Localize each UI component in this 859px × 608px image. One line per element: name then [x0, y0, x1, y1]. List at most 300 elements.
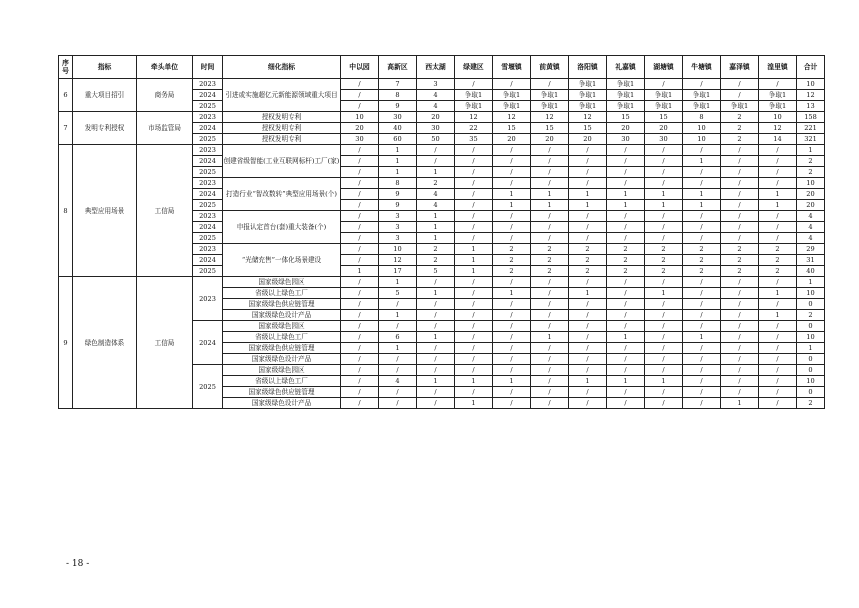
row-value: 1 — [569, 288, 607, 299]
row-value: / — [493, 321, 531, 332]
row-value: / — [455, 343, 493, 354]
row-total: 10 — [797, 376, 825, 387]
row-value: / — [341, 387, 379, 398]
row-value: / — [721, 277, 759, 288]
row-value: 1 — [379, 310, 417, 321]
row-value: 争取1 — [493, 90, 531, 101]
page-number: - 18 - — [66, 559, 90, 569]
row-value: / — [759, 321, 797, 332]
row-detail: 国家级绿色设计产品 — [223, 354, 341, 365]
row-value: / — [531, 79, 569, 90]
row-value: 9 — [379, 189, 417, 200]
row-value: / — [759, 211, 797, 222]
row-value: 30 — [341, 134, 379, 145]
row-value: / — [759, 178, 797, 189]
row-value: / — [569, 387, 607, 398]
header-indicator: 指标 — [73, 56, 137, 79]
row-value: 争取1 — [759, 90, 797, 101]
row-value: / — [683, 321, 721, 332]
row-value: / — [607, 222, 645, 233]
row-value: / — [341, 244, 379, 255]
row-value: 1 — [683, 189, 721, 200]
row-value: / — [493, 79, 531, 90]
row-value: / — [645, 233, 683, 244]
row-detail: 国家级绿色设计产品 — [223, 310, 341, 321]
row-value: 2 — [721, 134, 759, 145]
row-value: / — [531, 145, 569, 156]
row-value: 15 — [645, 112, 683, 123]
row-value: / — [759, 79, 797, 90]
table-header-row — [59, 56, 825, 79]
row-value: / — [455, 299, 493, 310]
row-value: / — [569, 167, 607, 178]
table-row — [59, 112, 825, 123]
row-value: / — [721, 178, 759, 189]
row-value: 1 — [607, 332, 645, 343]
row-value: / — [455, 288, 493, 299]
indicator-table — [58, 55, 825, 409]
row-time: 2023 — [193, 112, 223, 123]
row-value: 8 — [683, 112, 721, 123]
row-value: 30 — [379, 112, 417, 123]
row-value: / — [607, 156, 645, 167]
row-value: / — [759, 156, 797, 167]
row-value: / — [683, 299, 721, 310]
row-value: 2 — [721, 266, 759, 277]
row-value: / — [759, 354, 797, 365]
row-value: 2 — [759, 244, 797, 255]
row-value: 2 — [721, 112, 759, 123]
row-value: / — [455, 222, 493, 233]
row-value: / — [569, 277, 607, 288]
row-value: / — [607, 310, 645, 321]
row-value: 1 — [417, 211, 455, 222]
row-total: 10 — [797, 332, 825, 343]
row-value: 1 — [417, 167, 455, 178]
row-value: 1 — [493, 200, 531, 211]
row-value: 15 — [531, 123, 569, 134]
row-value: 2 — [569, 266, 607, 277]
row-value: 9 — [379, 101, 417, 112]
row-detail: 国家级绿色设计产品 — [223, 398, 341, 409]
row-value: / — [721, 156, 759, 167]
row-value: 1 — [379, 156, 417, 167]
row-index: 6 — [59, 79, 73, 112]
row-time: 2023 — [193, 244, 223, 255]
row-lead-unit: 工信局 — [137, 277, 193, 409]
row-value: 10 — [341, 112, 379, 123]
row-value: / — [531, 299, 569, 310]
row-value: 4 — [417, 200, 455, 211]
row-value: / — [645, 145, 683, 156]
row-value: 12 — [759, 123, 797, 134]
row-total: 29 — [797, 244, 825, 255]
row-value: 1 — [683, 156, 721, 167]
row-indicator: 重大项目招引 — [73, 79, 137, 112]
row-value: / — [721, 189, 759, 200]
row-value: / — [455, 365, 493, 376]
row-value: 30 — [417, 123, 455, 134]
row-value: 2 — [721, 255, 759, 266]
row-value: 12 — [569, 112, 607, 123]
row-value: / — [721, 145, 759, 156]
row-value: / — [645, 332, 683, 343]
row-value: / — [493, 343, 531, 354]
table-row — [59, 79, 825, 90]
row-value: / — [493, 178, 531, 189]
row-detail: 授权发明专利 — [223, 134, 341, 145]
row-value: 争取1 — [645, 90, 683, 101]
row-value: / — [417, 156, 455, 167]
row-value: / — [645, 178, 683, 189]
row-value: / — [531, 310, 569, 321]
row-value: / — [379, 398, 417, 409]
row-value: / — [417, 398, 455, 409]
row-detail: 国家级绿色供应链管理 — [223, 343, 341, 354]
row-value: 2 — [683, 266, 721, 277]
row-value: / — [341, 178, 379, 189]
row-value: 9 — [379, 200, 417, 211]
row-time: 2025 — [193, 266, 223, 277]
row-value: 1 — [569, 200, 607, 211]
row-value: / — [341, 90, 379, 101]
header-region: 高新区 — [379, 56, 417, 79]
row-value: 14 — [759, 134, 797, 145]
row-value: 1 — [493, 288, 531, 299]
row-value: 1 — [379, 277, 417, 288]
row-value: / — [341, 376, 379, 387]
row-value: / — [341, 101, 379, 112]
row-total: 20 — [797, 189, 825, 200]
row-time: 2024 — [193, 255, 223, 266]
row-value: 2 — [683, 255, 721, 266]
row-value: / — [683, 376, 721, 387]
row-total: 2 — [797, 156, 825, 167]
header-region: 牛塘镇 — [683, 56, 721, 79]
row-total: 1 — [797, 277, 825, 288]
row-value: / — [721, 167, 759, 178]
row-value: 1 — [645, 376, 683, 387]
row-value: 2 — [607, 266, 645, 277]
row-value: / — [721, 211, 759, 222]
row-value: / — [759, 343, 797, 354]
row-value: / — [531, 222, 569, 233]
row-value: 1 — [607, 189, 645, 200]
row-value: / — [607, 277, 645, 288]
row-value: / — [683, 398, 721, 409]
row-value: / — [721, 288, 759, 299]
row-detail: 省级以上绿色工厂 — [223, 376, 341, 387]
row-value: / — [645, 398, 683, 409]
row-value: / — [455, 387, 493, 398]
row-value: 2 — [493, 244, 531, 255]
row-value: / — [493, 310, 531, 321]
row-value: / — [417, 365, 455, 376]
row-value: / — [683, 167, 721, 178]
row-value: 3 — [379, 233, 417, 244]
row-time: 2024 — [193, 321, 223, 365]
row-value: 30 — [607, 134, 645, 145]
row-value: 2 — [645, 255, 683, 266]
row-value: / — [417, 354, 455, 365]
row-value: 10 — [759, 112, 797, 123]
row-value: 20 — [341, 123, 379, 134]
row-value: / — [379, 387, 417, 398]
row-value: / — [341, 167, 379, 178]
row-value: / — [759, 233, 797, 244]
row-detail: 国家级绿色园区 — [223, 321, 341, 332]
row-value: 争取1 — [569, 79, 607, 90]
row-value: 2 — [417, 244, 455, 255]
row-total: 0 — [797, 365, 825, 376]
row-value: / — [341, 189, 379, 200]
row-value: / — [607, 167, 645, 178]
row-value: / — [341, 222, 379, 233]
row-value: 争取1 — [569, 90, 607, 101]
row-value: / — [607, 398, 645, 409]
row-value: 1 — [759, 310, 797, 321]
row-value: / — [759, 277, 797, 288]
row-value: / — [569, 299, 607, 310]
row-value: 2 — [721, 244, 759, 255]
row-value: 20 — [645, 123, 683, 134]
row-detail: 国家级绿色供应链管理 — [223, 387, 341, 398]
header-region: 洛阳镇 — [569, 56, 607, 79]
row-value: / — [531, 376, 569, 387]
row-value: / — [683, 79, 721, 90]
row-value: / — [493, 145, 531, 156]
row-value: / — [493, 222, 531, 233]
row-value: / — [417, 321, 455, 332]
row-value: / — [569, 321, 607, 332]
row-value: / — [417, 277, 455, 288]
row-value: / — [455, 211, 493, 222]
row-value: 2 — [531, 255, 569, 266]
row-value: / — [531, 178, 569, 189]
row-value: / — [607, 387, 645, 398]
row-value: / — [531, 288, 569, 299]
row-value: / — [341, 156, 379, 167]
row-value: 2 — [759, 266, 797, 277]
row-value: / — [645, 343, 683, 354]
row-value: / — [645, 321, 683, 332]
row-value: 1 — [455, 266, 493, 277]
row-value: / — [417, 145, 455, 156]
row-value: 5 — [417, 266, 455, 277]
row-total: 31 — [797, 255, 825, 266]
header-region: 西太湖 — [417, 56, 455, 79]
row-value: / — [721, 365, 759, 376]
row-total: 158 — [797, 112, 825, 123]
row-detail: 省级以上绿色工厂 — [223, 288, 341, 299]
row-value: / — [721, 343, 759, 354]
row-value: 20 — [569, 134, 607, 145]
row-value: / — [417, 343, 455, 354]
row-time: 2024 — [193, 156, 223, 167]
row-value: 1 — [455, 255, 493, 266]
row-value: / — [569, 332, 607, 343]
row-value: 4 — [417, 189, 455, 200]
row-value: 7 — [379, 79, 417, 90]
row-value: / — [721, 233, 759, 244]
row-value: 1 — [759, 189, 797, 200]
row-value: / — [607, 343, 645, 354]
row-value: 争取1 — [531, 90, 569, 101]
row-lead-unit: 工信局 — [137, 145, 193, 277]
row-value: 1 — [683, 200, 721, 211]
row-value: / — [645, 365, 683, 376]
row-value: / — [379, 365, 417, 376]
row-time: 2024 — [193, 222, 223, 233]
row-value: 2 — [569, 244, 607, 255]
row-total: 2 — [797, 310, 825, 321]
table-body — [59, 79, 825, 409]
row-value: / — [455, 277, 493, 288]
row-value: / — [493, 365, 531, 376]
row-value: 1 — [341, 266, 379, 277]
row-value: 15 — [607, 112, 645, 123]
row-value: 4 — [417, 101, 455, 112]
row-value: 8 — [379, 90, 417, 101]
row-value: / — [341, 343, 379, 354]
row-value: 1 — [455, 244, 493, 255]
row-detail: 国家级绿色供应链管理 — [223, 299, 341, 310]
row-value: / — [341, 332, 379, 343]
row-value: / — [721, 299, 759, 310]
row-value: 20 — [493, 134, 531, 145]
row-index: 7 — [59, 112, 73, 145]
row-value: / — [721, 79, 759, 90]
row-value: / — [607, 354, 645, 365]
row-value: / — [341, 200, 379, 211]
row-value: 1 — [759, 200, 797, 211]
row-value: 6 — [379, 332, 417, 343]
row-value: 2 — [721, 123, 759, 134]
row-value: / — [531, 167, 569, 178]
row-value: / — [759, 398, 797, 409]
row-value: / — [759, 376, 797, 387]
row-indicator: 典型应用场景 — [73, 145, 137, 277]
row-value: / — [721, 376, 759, 387]
row-value: / — [721, 354, 759, 365]
row-value: / — [455, 310, 493, 321]
row-total: 40 — [797, 266, 825, 277]
row-index: 9 — [59, 277, 73, 409]
row-time: 2023 — [193, 178, 223, 189]
row-detail: 申报认定首台(套)重大装备(个) — [223, 211, 341, 244]
row-total: 221 — [797, 123, 825, 134]
row-value: / — [569, 398, 607, 409]
header-total: 合计 — [797, 56, 825, 79]
row-value: / — [455, 156, 493, 167]
row-value: 2 — [683, 244, 721, 255]
row-value: / — [683, 365, 721, 376]
row-detail: 打造行业“智改数转”典型应用场景(个) — [223, 178, 341, 211]
row-value: 2 — [417, 178, 455, 189]
table-row — [59, 145, 825, 156]
row-value: 1 — [417, 376, 455, 387]
row-value: / — [759, 167, 797, 178]
row-total: 10 — [797, 178, 825, 189]
header-index: 序号 — [59, 56, 73, 79]
row-value: / — [455, 79, 493, 90]
row-value: 10 — [379, 244, 417, 255]
row-value: 20 — [417, 112, 455, 123]
row-value: / — [493, 299, 531, 310]
row-value: / — [759, 387, 797, 398]
row-value: / — [759, 222, 797, 233]
row-time: 2025 — [193, 134, 223, 145]
row-value: / — [607, 299, 645, 310]
row-value: / — [683, 222, 721, 233]
row-value: / — [759, 365, 797, 376]
header-region: 中以园 — [341, 56, 379, 79]
row-value: 争取1 — [683, 101, 721, 112]
row-value: / — [341, 211, 379, 222]
row-value: / — [607, 365, 645, 376]
row-value: / — [531, 233, 569, 244]
row-value: / — [645, 299, 683, 310]
row-value: / — [341, 398, 379, 409]
row-value: 1 — [531, 332, 569, 343]
header-region: 雪堰镇 — [493, 56, 531, 79]
row-value: / — [341, 321, 379, 332]
row-value: 争取1 — [607, 101, 645, 112]
row-value: 1 — [379, 167, 417, 178]
row-value: 1 — [569, 189, 607, 200]
row-value: 1 — [531, 189, 569, 200]
row-value: / — [683, 354, 721, 365]
row-value: 1 — [607, 376, 645, 387]
row-value: 2 — [569, 255, 607, 266]
row-value: / — [341, 299, 379, 310]
row-value: / — [569, 233, 607, 244]
row-value: / — [607, 211, 645, 222]
row-value: 2 — [607, 244, 645, 255]
row-time: 2025 — [193, 233, 223, 244]
row-time: 2023 — [193, 79, 223, 90]
row-value: / — [645, 167, 683, 178]
row-value: 争取1 — [645, 101, 683, 112]
row-value: 1 — [645, 200, 683, 211]
row-value: 1 — [417, 288, 455, 299]
header-region: 前黄镇 — [531, 56, 569, 79]
row-value: / — [721, 90, 759, 101]
row-value: 3 — [379, 222, 417, 233]
row-time: 2025 — [193, 200, 223, 211]
row-value: / — [493, 211, 531, 222]
row-total: 321 — [797, 134, 825, 145]
row-value: 10 — [683, 123, 721, 134]
row-time: 2025 — [193, 365, 223, 409]
header-region: 湟里镇 — [759, 56, 797, 79]
row-value: 1 — [683, 332, 721, 343]
row-value: 2 — [607, 255, 645, 266]
header-time: 时间 — [193, 56, 223, 79]
row-value: 争取1 — [721, 101, 759, 112]
row-value: / — [417, 299, 455, 310]
row-value: 12 — [531, 112, 569, 123]
row-value: / — [455, 354, 493, 365]
row-value: 2 — [493, 266, 531, 277]
row-total: 1 — [797, 145, 825, 156]
row-value: / — [493, 332, 531, 343]
row-value: / — [417, 387, 455, 398]
header-detail: 细化指标 — [223, 56, 341, 79]
row-value: / — [455, 321, 493, 332]
row-detail: “光储充售”一体化场景建设 — [223, 244, 341, 277]
row-value: 1 — [493, 189, 531, 200]
